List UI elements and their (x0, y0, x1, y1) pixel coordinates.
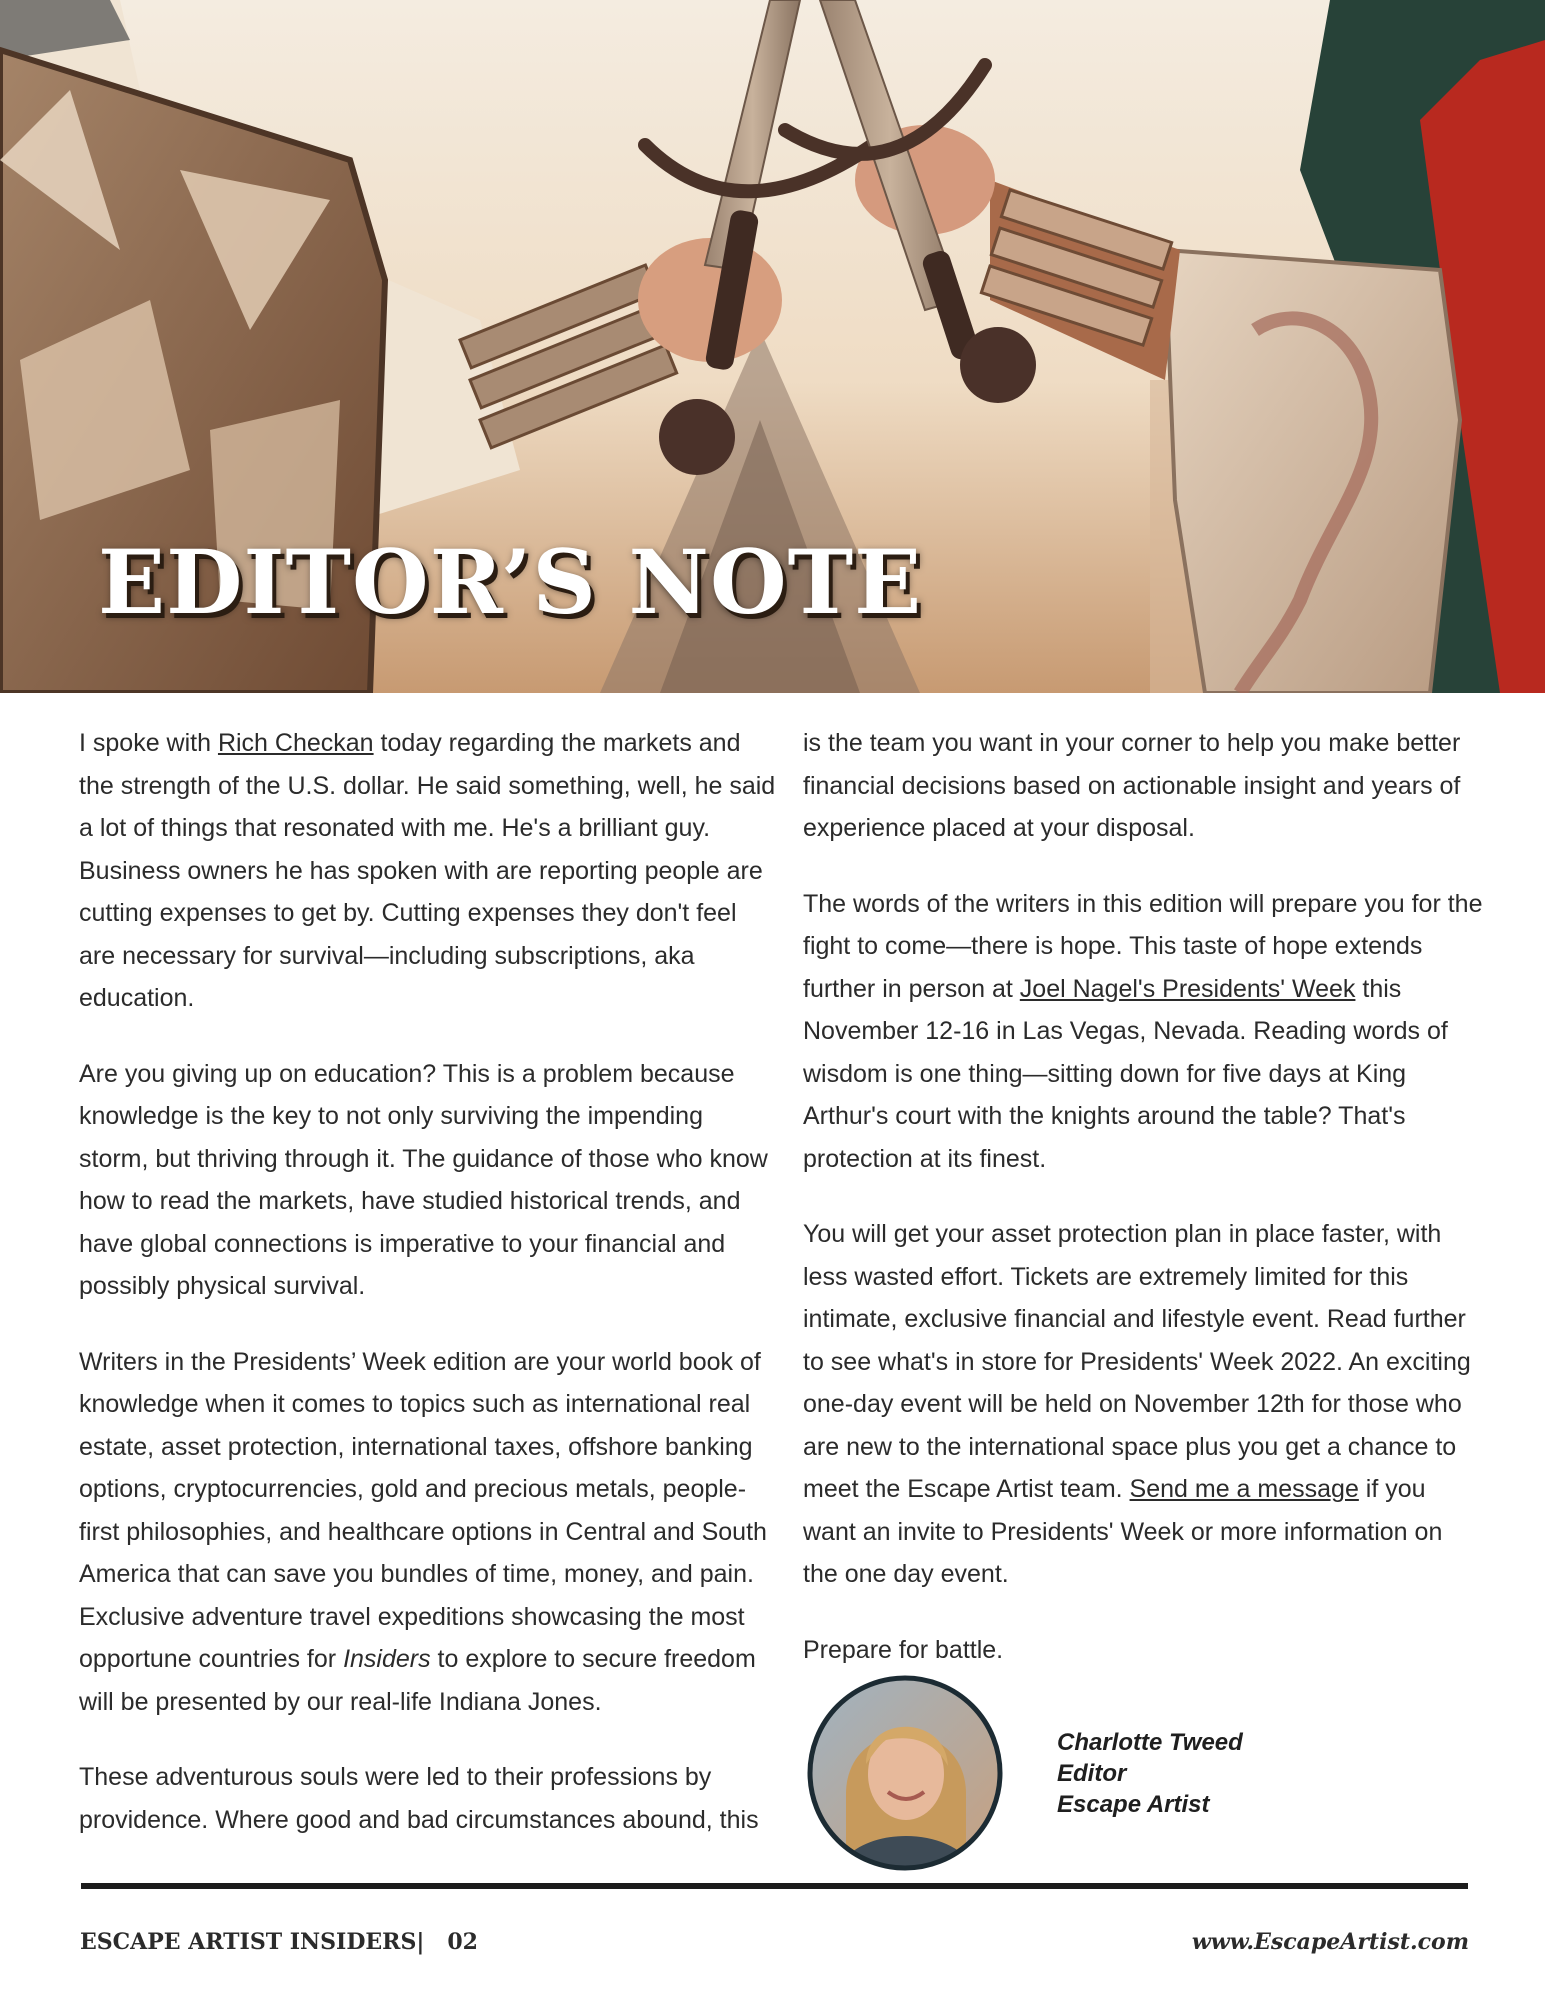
editor-role: Editor (1057, 1760, 1127, 1787)
paragraph: These adventurous souls were led to their professions by providence. Where good and bad circumstances abound, this (79, 1763, 759, 1834)
editor-signature (1057, 1727, 1243, 1820)
footer-publication (80, 1929, 478, 1955)
page-title: EDITOR’S NOTE (98, 530, 923, 634)
text-span: You will get your asset protection plan in place faster, with less wasted effort. Tickets are extremely limited for this intimate, exclusive financial and lifestyle event. Read further to see what's in store for Presidents' Week 2022. An exciting one-day event will be held on November 12th for those who are new to the international space plus you get a chance to meet the Escape Artist team. (803, 1220, 1471, 1503)
text-span: I spoke with (79, 729, 218, 757)
footer-divider (81, 1883, 1468, 1889)
text-span: to explore to secure freedom will be presented by our real-life Indiana Jones. (79, 1645, 756, 1716)
rich-checkan-link[interactable]: Rich Checkan (217, 729, 374, 757)
avatar (806, 1674, 1004, 1872)
hero-banner (0, 0, 1545, 693)
paragraph: Are you giving up on education? This is a problem because knowledge is the key to not only surviving the impending storm, but thriving through it. The guidance of those who know how to read the markets, have studied historical trends, and have global connections is imperative to your financial and possibly physical survival. (79, 1059, 768, 1300)
paragraph (79, 1341, 779, 1724)
text-span: The words of the writers in this edition will prepare you for the fight to come—there is hope. This taste of hope extends further in person at (803, 889, 1483, 1003)
page-number: 02 (447, 1929, 478, 1955)
paragraph (79, 722, 779, 1020)
editor-portrait (806, 1674, 1004, 1872)
editor-organization: Escape Artist (1057, 1791, 1210, 1818)
send-message-link[interactable]: Send me a message (1129, 1475, 1359, 1503)
publication-name: ESCAPE ARTIST INSIDERS| (80, 1929, 425, 1955)
right-column (803, 722, 1483, 1704)
paragraph (803, 1213, 1483, 1596)
emphasis-insiders: Insiders (343, 1645, 431, 1673)
presidents-week-link[interactable]: Joel Nagel's Presidents' Week (1019, 974, 1356, 1003)
paragraph: is the team you want in your corner to help you make better financial decisions based on actionable insight and years of experience placed at your disposal. (803, 729, 1461, 842)
paragraph: Prepare for battle. (803, 1635, 1004, 1664)
paragraph (803, 883, 1483, 1181)
editor-name: Charlotte Tweed (1057, 1729, 1243, 1756)
text-span: this November 12-16 in Las Vegas, Nevada. Reading words of wisdom is one thing—sitting down for five days at King Arthur's court with the knights around the table? That's protection at its finest. (803, 974, 1448, 1173)
text-span: Writers in the Presidents’ Week edition are your world book of knowledge when it comes to topics such as international real estate, asset protection, international taxes, offshore banking options, cryptocurrencies, gold and precious metals, people-first philosophies, and healthcare options in Central and South America that can save you bundles of time, money, and pain. Exclusive adventure travel expeditions showcasing the most opportune countries for (79, 1347, 767, 1673)
text-span: if you want an invite to Presidents' Week or more information on the one day event. (803, 1475, 1443, 1588)
text-span: today regarding the markets and the strength of the U.S. dollar. He said something, well, he said a lot of things that resonated with me. He's a brilliant guy. Business owners he has spoken with are reporting people are cutting expenses to get by. Cutting expenses they don't feel are necessary for survival—including subscriptions, aka education. (79, 729, 776, 1012)
left-column (79, 722, 779, 1874)
website-link[interactable]: www.EscapeArtist.com (1191, 1929, 1469, 1955)
